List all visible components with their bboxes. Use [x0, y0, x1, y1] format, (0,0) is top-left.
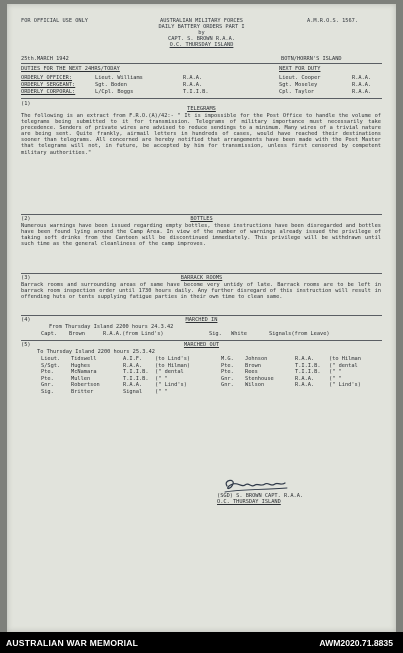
marched-in-intro: From Thursday Island 2200 hours 24.3.42 [49, 324, 174, 330]
section-heading-barrack-rooms: BARRACK ROOMS [180, 275, 223, 281]
classification-label: FOR OFFICIAL USE ONLY [21, 18, 88, 24]
entry-unit: R.A.A. [123, 362, 143, 369]
entry-note: (" " [155, 388, 168, 395]
entry-name: Wilson [245, 382, 265, 388]
entry-note: (" " [155, 375, 168, 382]
entry-rank: Gnr. [221, 382, 234, 388]
entry-rank: S/Sgt. [41, 362, 61, 369]
duty-today-unit: R.A.A. [183, 82, 203, 88]
duty-today-unit: R.A.A. [183, 75, 203, 81]
duty-next-name: Lieut. Cooper [279, 75, 321, 81]
duty-next-name: Sgt. Moseley [279, 82, 318, 88]
entry-rank: Sig. [209, 331, 222, 337]
section-number: (5) [21, 342, 31, 348]
entry-unit: Signals(from Leave) [269, 331, 330, 337]
entry-note: (to Hilman) [155, 362, 191, 369]
section-text-barrack-rooms: Barrack rooms and surrounding areas of same have become very untidy of late. Barrack rooms are to be left in barrack room inspection order until 1730 hours daily. Any further disregard of this instruction will result in offending huts or tents supplying fatigue parties in their own time to clean same. [21, 282, 381, 301]
entry-note: (" Lind's) [155, 382, 187, 388]
entry-rank: Lieut. [41, 356, 61, 362]
entry-name: Brown [245, 362, 261, 369]
entry-name: Stenhouse [245, 375, 274, 382]
entry-unit: R.A.A. [295, 375, 315, 382]
entry-name: White [231, 331, 247, 337]
org-line-2: DAILY BATTERY ORDERS PART I [158, 24, 245, 30]
entry-note: (" dental [155, 369, 184, 375]
duty-role: ORDERLY SERGEANT: [21, 82, 76, 88]
entry-unit: R.A.A.(from Lind's) [103, 331, 164, 337]
by-line-1: by [198, 30, 205, 36]
duty-role: ORDERLY CORPORAL: [21, 89, 76, 95]
entry-name: Britter [71, 388, 94, 395]
entry-rank: Pte. [41, 369, 54, 375]
section-heading-telegrams: TELEGRAMS [187, 106, 216, 112]
entry-unit: T.I.I.B. [123, 375, 149, 382]
entry-rank: Gnr. [221, 375, 234, 382]
marched-out-intro: To Thursday Island 2200 hours 25.3.42 [37, 349, 155, 355]
section-heading-bottles: BOTTLES [190, 216, 213, 222]
entry-unit: R.A.A. [295, 382, 315, 388]
entry-rank: Pte. [221, 369, 234, 375]
duty-today-name: Lieut. Williams [95, 75, 143, 81]
entry-unit: T.I.I.B. [295, 369, 321, 375]
org-line-1: AUSTRALIAN MILITARY FORCES [160, 18, 243, 24]
entry-unit: R.A.A. [123, 382, 143, 388]
section-text-telegrams: The following is an extract from F.R.O.(A)/42:- " It is impossible for the Post Office to handle the volume of telegrams being submitted to it for transmission. Telegrams of military importance must necessarily take precedence. Senders of private wires are advised to reduce sendings to a minimum. Many wires of a trivial nature are being sent. Quite frankly, airmail letters in hundreds of cases, would have reached their destinations sooner than telegrams. All concerned are hereby notified that arrangements have been made with the Post Master that telegrams will not, in future, be accepted by him for transmission, unless first censored by competent military authorities." [21, 113, 381, 156]
signature-line-1: (SGD) S. BROWN CAPT. R.A.A. [217, 493, 304, 499]
marched-in-heading: MARCHED IN [185, 317, 218, 323]
entry-note: (to Lind's) [155, 356, 191, 362]
entry-name: Rees [245, 369, 258, 375]
order-date: 25th.MARCH 1942 [21, 56, 69, 62]
section-text-bottles: Numerous warnings have been issued regarding empty bottles, these instructions have been disregarded and bottles have been found lying around the Camp Area. In view of the number of warnings already issued the privilege of taking soft drinks from the Canteen will be discontinued immediately. This privilege will be withdrawn until such time as the general cleanliness of the camp improves. [21, 223, 381, 248]
entry-unit: R.A.A. [295, 356, 315, 362]
section-rule [21, 340, 382, 341]
entry-name: McNamara [71, 369, 97, 375]
section-number: (1) [21, 101, 31, 107]
entry-note: (to Hilman [329, 356, 361, 362]
document-page [7, 4, 396, 632]
section-rule [21, 214, 382, 215]
order-location: BOTN/HORRN'S ISLAND [281, 56, 342, 62]
duty-next-name: Cpl. Taylor [279, 89, 315, 95]
entry-name: Mullen [71, 375, 91, 382]
section-rule [21, 273, 382, 274]
section-number: (4) [21, 317, 31, 323]
signature-line-2: O.C. THURSDAY ISLAND [217, 499, 281, 505]
entry-note: (" Lind's) [329, 382, 361, 388]
duties-today-heading: DUTIES FOR THE NEXT 24HRS/TODAY [21, 66, 120, 72]
entry-name: Tidswell [71, 356, 97, 362]
by-line-2: CAPT. S. BROWN R.A.A. [168, 36, 235, 42]
entry-name: Johnson [245, 356, 268, 362]
entry-note: (" " [329, 369, 342, 375]
header-rule [21, 63, 382, 64]
by-line-3: O.C. THURSDAY ISLAND [169, 42, 234, 48]
archive-footer-bar [0, 632, 403, 653]
entry-name: Brown [69, 331, 85, 337]
section-number: (2) [21, 216, 31, 222]
entry-rank: Sig. [41, 388, 54, 395]
duty-role: ORDERLY OFFICER: [21, 75, 73, 81]
entry-unit: T.I.I.B. [123, 369, 149, 375]
duty-today-name: Sgt. Boden [95, 82, 127, 88]
duties-next-heading: NEXT FOR DUTY [279, 66, 321, 72]
entry-name: Hughes [71, 362, 91, 369]
entry-unit: T.I.I.B. [295, 362, 321, 369]
section-number: (3) [21, 275, 31, 281]
duty-next-unit: R.A.A. [352, 82, 372, 88]
duties-rule [21, 98, 382, 99]
entry-rank: M.G. [221, 356, 234, 362]
duty-next-unit: R.A.A. [352, 89, 372, 95]
entry-unit: Signal [123, 388, 143, 395]
archive-accession-number: AWM2020.71.8835 [319, 638, 393, 648]
entry-rank: Gnr. [41, 382, 54, 388]
entry-note: (" dental [329, 362, 358, 369]
duty-today-name: L/Cpl. Boggs [95, 89, 134, 95]
entry-unit: A.I.F. [123, 356, 143, 362]
reference-number: A.M.R.O.S. 1567. [307, 18, 359, 24]
section-rule [21, 315, 382, 316]
entry-rank: Capt. [41, 331, 57, 337]
duty-next-unit: R.A.A. [352, 75, 372, 81]
archive-name: AUSTRALIAN WAR MEMORIAL [6, 638, 139, 648]
entry-note: (" " [329, 375, 342, 382]
entry-rank: Pte. [41, 375, 54, 382]
duty-today-unit: T.I.I.B. [183, 89, 209, 95]
marched-out-heading: MARCHED OUT [183, 342, 220, 348]
entry-rank: Pte. [221, 362, 234, 369]
entry-name: Robertson [71, 382, 100, 388]
